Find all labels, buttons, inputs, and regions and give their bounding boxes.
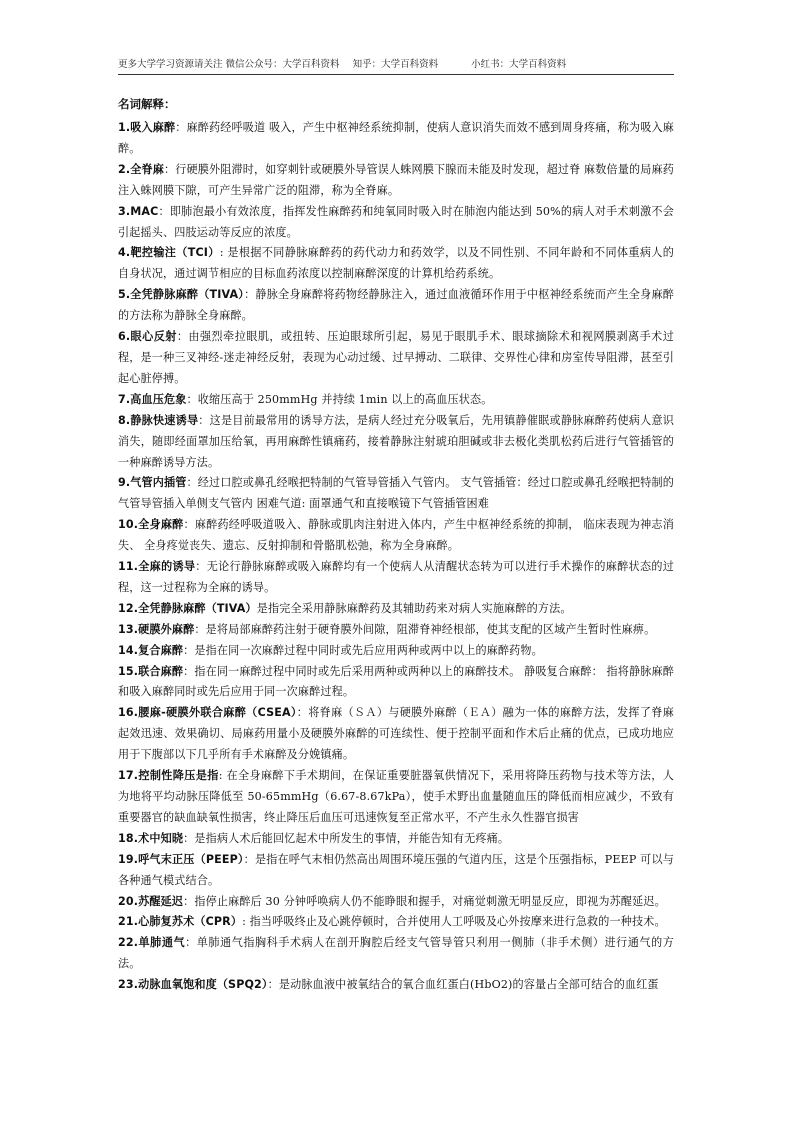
entry-definition: 行硬膜外阻滞时，如穿刺针或硬膜外导管误人蛛网膜下腺而未能及时发现，超过脊 麻数倍量的局麻药注入蛛网膜下隙，可产生异常广泛的阻滞，称为全脊麻。 bbox=[118, 162, 675, 197]
definition-entry bbox=[118, 912, 674, 933]
entry-term: 动脉血氧饱和度（SPQ2） bbox=[138, 978, 268, 992]
definition-entry bbox=[118, 641, 674, 662]
entry-number: 23. bbox=[118, 978, 139, 992]
entry-term: MAC bbox=[130, 204, 159, 218]
entry-number: 16. bbox=[118, 706, 139, 720]
entry-term: 腰麻-硬膜外联合麻醉（CSEA） bbox=[138, 706, 297, 720]
entry-definition: 是指病人术后能回忆起术中所发生的事情，并能告知有无疼痛。 bbox=[194, 831, 510, 845]
definition-entry bbox=[118, 975, 674, 996]
entry-term: 联合麻醉 bbox=[138, 664, 184, 678]
entry-definition: 麻醉药经呼吸道 吸入，产生中枢神经系统抑制，使病人意识消失而效不感到周身疼痛，称为吸入麻醉。 bbox=[118, 121, 674, 155]
entry-separator: ： bbox=[183, 518, 195, 532]
entry-term: 复合麻醉 bbox=[138, 643, 184, 657]
entry-term: 单肺通气 bbox=[138, 936, 186, 950]
entry-number: 2. bbox=[118, 162, 131, 176]
entry-definition: 在全身麻醉下手术期间，在保证重要脏器氧供情况下，采用将降压药物与技术等方法，人为地将平均动脉压降低至 50-65mmHg（6.67-8.67kPa），使手术野出血量随血压的降低而相应减少，不致有重要器官的缺血缺氧性损害，终止降压后血压可迅速恢复至正常水平，不产生永久性器官损害 bbox=[118, 769, 674, 824]
definition-entry bbox=[118, 473, 674, 515]
entry-term: 吸入麻醉 bbox=[130, 121, 176, 134]
entry-number: 10. bbox=[118, 518, 139, 532]
entry-separator: ： bbox=[183, 664, 195, 678]
entry-number: 12. bbox=[118, 601, 139, 615]
entry-separator: : bbox=[219, 246, 228, 260]
entry-number: 22. bbox=[118, 936, 139, 950]
section-title: 名词解释： bbox=[118, 97, 176, 111]
entry-number: 11. bbox=[118, 560, 139, 574]
entry-number: 6. bbox=[118, 330, 131, 344]
entry-definition: 无论行静脉麻醉或吸入麻醉均有一个使病人从清醒状态转为可以进行手术操作的麻醉状态的过程，这一过程称为全麻的诱导。 bbox=[118, 560, 674, 594]
entry-separator: : bbox=[242, 915, 250, 929]
definition-entry bbox=[118, 202, 674, 244]
entry-number: 17. bbox=[118, 769, 139, 783]
entry-term: 呼气末正压（PEEP） bbox=[138, 852, 244, 866]
entry-separator: ： bbox=[243, 852, 255, 866]
entry-definition: 单肺通气指胸科手术病人在剖开胸腔后经支气管导管只利用一侧肺（非手术侧）进行通气的方法。 bbox=[118, 936, 675, 971]
entry-separator: ： bbox=[183, 643, 195, 657]
definition-entry bbox=[118, 892, 674, 913]
entry-definition: 由强烈牵拉眼肌，或扭转、压迫眼球所引起，易见于眼肌手术、眼球摘除术和视网膜剥离手术过程，是一种三叉神经-迷走神经反射，表现为心动过缓、过早搏动、二联律、交界性心律和房室传导阻滞，甚至引起心脏停搏。 bbox=[118, 330, 674, 385]
definition-entry bbox=[118, 703, 674, 766]
entry-definition: 静脉全身麻醉将药物经静脉注入，通过血液循环作用于中枢神经系统而产生全身麻醉的方法称为静脉全身麻醉。 bbox=[118, 288, 675, 323]
entry-definition: 指在同一麻醉过程中同时或先后采用两种或两种以上的麻醉技术。 静吸复合麻醉： 指将静脉麻醉和吸入麻醉同时或先后应用于同一次麻醉过程。 bbox=[118, 664, 674, 699]
entry-term: 全凭静脉麻醉（TIVA） bbox=[130, 288, 245, 302]
header-wechat-notice: 更多大学学习资源请关注 微信公众号：大学百科资料 bbox=[118, 59, 340, 70]
header-zhihu: 知乎：大学百科资料 bbox=[352, 59, 439, 70]
entry-number: 14. bbox=[118, 643, 139, 657]
entry-definition: 指停止麻醉后 30 分钟呼唤病人仍不能睁眼和握手，对痛觉刺激无明显反应，即视为苏醒延迟。 bbox=[194, 894, 666, 908]
entry-definition: 是指在呼气末相仍然高出周围环境压强的气道内压，这是个压强指标，PEEP 可以与各种通气模式结合。 bbox=[118, 852, 674, 887]
entry-term: 全麻的诱导 bbox=[138, 560, 196, 574]
entry-separator: ： bbox=[244, 288, 256, 302]
definition-entry bbox=[118, 662, 674, 704]
entry-number: 19. bbox=[118, 852, 139, 866]
entry-term: 苏醒延迟 bbox=[138, 894, 184, 908]
entry-separator: ： bbox=[164, 162, 176, 176]
entry-term: 硬膜外麻醉 bbox=[138, 622, 195, 636]
entry-separator: ： bbox=[267, 978, 279, 992]
definition-entry bbox=[118, 933, 674, 975]
definition-entry bbox=[118, 620, 674, 641]
entry-separator: ： bbox=[183, 894, 195, 908]
entry-separator: ： bbox=[175, 121, 187, 134]
entry-definition: 是动脉血液中被氧结合的氧合血红蛋白(HbO2)的容量占全部可结合的血红蛋 bbox=[278, 978, 659, 992]
entry-definition: 即肺泡最小有效浓度，指挥发性麻醉药和纯氧同时吸入时在肺泡内能达到 50%的病人对手术刺激不会引起摇头、四肢运动等反应的浓度。 bbox=[118, 204, 674, 239]
entry-number: 8. bbox=[118, 413, 131, 427]
header-xiaohongshu: 小红书：大学百科资料 bbox=[471, 59, 567, 70]
entry-number: 3. bbox=[118, 204, 131, 218]
entry-term: 气管内插管 bbox=[130, 476, 187, 490]
entry-definition: 是根据不同静脉麻醉药的药代动力和药效学，以及不同性别、不同年龄和不同体重病人的自身状况，通过调节相应的目标血药浓度以控制麻醉深度的计算机给药系统。 bbox=[118, 246, 675, 281]
entry-separator: ： bbox=[186, 392, 198, 406]
definition-entry bbox=[118, 160, 674, 202]
entry-number: 21. bbox=[118, 915, 139, 929]
definition-entry bbox=[118, 829, 674, 850]
definition-entry bbox=[118, 243, 674, 285]
entry-definition: 经过口腔或鼻孔经喉把特制的气管导管插入气管内。 支气管插管：经过口腔或鼻孔经喉把特制的气管导管插入单侧支气管内 困难气道: 面罩通气和直接喉镜下气管插管困难 bbox=[118, 476, 674, 511]
entry-separator: ： bbox=[186, 476, 198, 490]
entry-definition: 收缩压高于 250mmHg 并持续 1min 以上的高血压状态。 bbox=[197, 392, 493, 406]
entry-definition: 这是目前最常用的诱导方法，是病人经过充分吸氧后，先用镇静催眠或静脉麻醉药使病人意识消失，随即经面罩加压给氧，再用麻醉性镇痛药，接着静脉注射琥珀胆碱或非去极化类肌松药后进行气管插管的一种麻醉诱导方法。 bbox=[118, 413, 675, 469]
entry-number: 20. bbox=[118, 894, 139, 908]
entry-definition: 麻醉药经呼吸道吸入、静脉或肌肉注射进入体内，产生中枢神经系统的抑制， 临床表现为神志消失、 全身疼觉丧失、遗忘、反射抑制和骨骼肌松弛，称为全身麻醉。 bbox=[118, 518, 674, 553]
entry-number: 5. bbox=[118, 288, 131, 302]
definition-entry bbox=[118, 599, 674, 620]
entry-term: 全身麻醉 bbox=[138, 518, 184, 532]
definition-entry bbox=[118, 515, 674, 557]
document-body bbox=[118, 96, 674, 996]
entry-definition: 是指在同一次麻醉过程中同时或先后应用两种或两中以上的麻醉药物。 bbox=[194, 643, 543, 657]
entry-number: 7. bbox=[118, 392, 131, 406]
entry-definition: 将脊麻（ＳＡ）与硬膜外麻醉（ＥＡ）融为一体的麻醉方法，发挥了脊麻起效迅速、效果确切、局麻药用量小及硬膜外麻醉的可连续性、便于控制平面和作术后止痛的优点，已成功地应用于下腹部以下几乎所有手术麻醉及分娩镇痛。 bbox=[118, 706, 674, 762]
entry-number: 4. bbox=[118, 246, 131, 260]
definition-entry bbox=[118, 118, 674, 160]
entry-separator: ： bbox=[183, 831, 195, 845]
definition-entry bbox=[118, 390, 674, 411]
definition-entry bbox=[118, 557, 674, 599]
entry-term: 高血压危象 bbox=[130, 392, 187, 406]
entry-term: 靶控输注（TCI） bbox=[130, 246, 220, 260]
term-definition-list bbox=[118, 118, 674, 996]
entry-separator: ： bbox=[194, 622, 206, 636]
entry-term: 静脉快速诱导 bbox=[130, 413, 199, 427]
entry-number: 18. bbox=[118, 831, 139, 845]
entry-separator: ： bbox=[185, 936, 197, 950]
entry-definition: 是指完全采用静脉麻醉药及其辅助药来对病人实施麻醉的方法。 bbox=[256, 601, 572, 615]
definition-entry bbox=[118, 766, 674, 829]
entry-number: 9. bbox=[118, 476, 131, 490]
entry-separator: ： bbox=[195, 560, 207, 574]
definition-entry bbox=[118, 411, 674, 474]
entry-term: 心肺复苏术（CPR） bbox=[138, 915, 243, 929]
entry-separator: : bbox=[218, 769, 227, 783]
entry-definition: 是将局部麻醉药注射于硬脊膜外间隙，阻滞脊神经根部，使其支配的区域产生暂时性麻痹。 bbox=[205, 622, 656, 636]
entry-term: 全凭静脉麻醉（TIVA） bbox=[138, 601, 257, 615]
entry-definition: 指当呼吸终止及心跳停顿时，合并使用人工呼吸及心外按摩来进行急救的一种技术。 bbox=[249, 915, 666, 929]
entry-term: 控制性降压是指 bbox=[138, 769, 219, 783]
entry-number: 1. bbox=[118, 121, 131, 134]
entry-number: 13. bbox=[118, 622, 139, 636]
definition-entry bbox=[118, 327, 674, 390]
entry-term: 眼心反射 bbox=[130, 330, 177, 344]
definition-entry bbox=[118, 850, 674, 892]
entry-term: 术中知晓 bbox=[138, 831, 184, 845]
entry-separator: ： bbox=[176, 330, 189, 344]
entry-number: 15. bbox=[118, 664, 139, 678]
entry-separator: ： bbox=[158, 204, 170, 218]
definition-entry bbox=[118, 285, 674, 327]
entry-separator: ： bbox=[296, 706, 309, 720]
entry-term: 全脊麻 bbox=[130, 162, 164, 176]
page-header bbox=[118, 56, 674, 75]
entry-separator: ： bbox=[198, 413, 210, 427]
